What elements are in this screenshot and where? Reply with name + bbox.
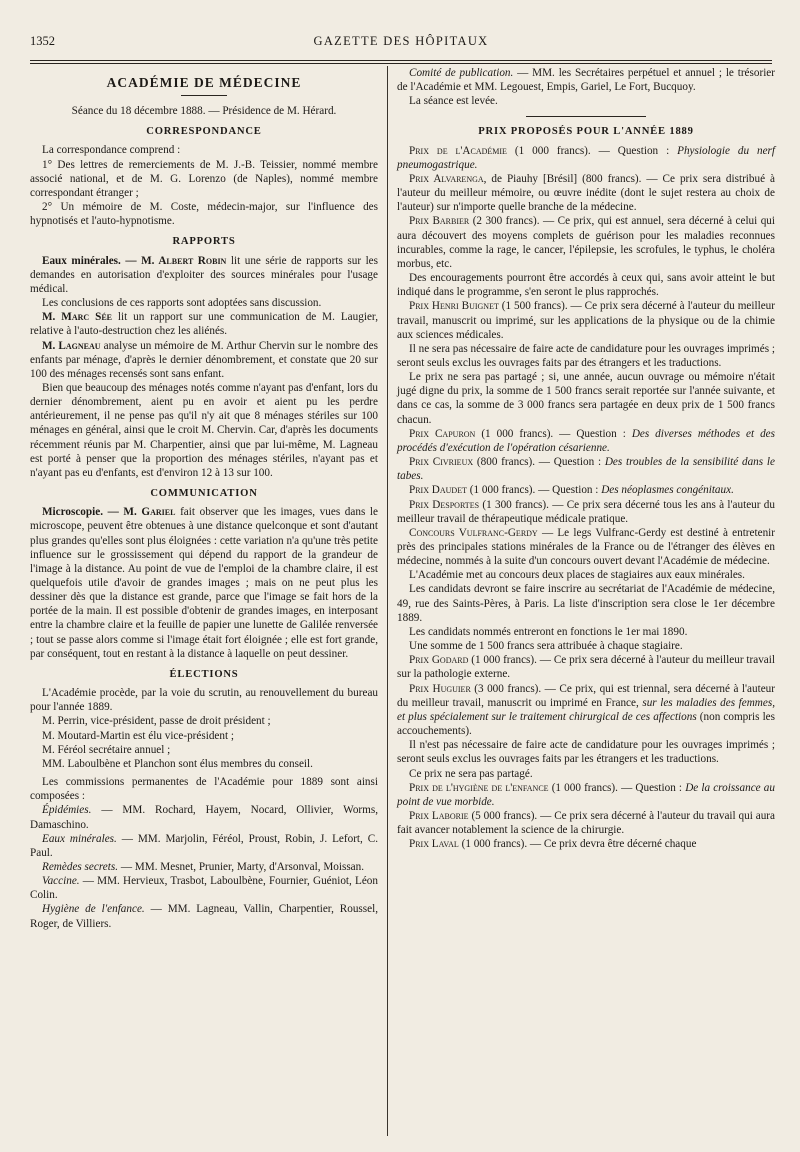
prix-huguier-partage: Ce prix ne sera pas partagé. bbox=[409, 767, 533, 780]
prize-text: (5 000 francs). — Ce prix sera décerné à l'auteur du travail qui aura fait avancer notablement la science de la chirurgie. bbox=[397, 809, 775, 837]
correspondance-heading: CORRESPONDANCE bbox=[146, 126, 262, 138]
commission-members: — MM. Mesnet, Prunier, Marty, d'Arsonval, Moissan. bbox=[118, 860, 365, 873]
vulfranc-somme: Une somme de 1 500 francs sera attribuée à chaque stagiaire. bbox=[409, 640, 683, 653]
prize-text: de Piauhy [Brésil] (800 francs). — Ce prix sera distribué à l'auteur du meilleur mémoire, ou œuvre inédite (dont le sujet restera au choix de l'auteur) sur n'importe quelle branche de la médecine. bbox=[397, 172, 775, 214]
prix-laborie bbox=[397, 809, 775, 837]
commission-label: Épidémies. bbox=[42, 804, 92, 817]
correspondance-item-1: 1° Des lettres de remerciements de M. J.-B. Teissier, nommé membre associé national, et de M. G. Lorenzo (de Naples), nommé membre correspondant étranger ; bbox=[30, 158, 378, 199]
prize-text-end: (non compris les accouchements). bbox=[397, 710, 775, 738]
prize-text: (1 300 francs). — Ce prix sera décerné tous les ans à l'auteur du meilleur travail de thérapeutique médicale pratique. bbox=[397, 498, 775, 525]
paragraph-text: analyse un mémoire de M. Arthur Chervin sur le nombre des enfants par ménage, d'après le dernier dénombrement, et constate que 20 sur 100 des ménages recensés sont sans enfant. bbox=[30, 339, 378, 380]
elections-heading: ÉLECTIONS bbox=[169, 668, 239, 680]
commission-label: Vaccine. bbox=[42, 875, 80, 888]
commission-remedes bbox=[30, 860, 378, 874]
prix-barbier bbox=[397, 214, 775, 271]
prize-label: Prix Barbier bbox=[409, 215, 470, 228]
prize-text: (1 000 francs). — Question : bbox=[548, 781, 686, 794]
prize-text: (1 000 francs). — Ce prix sera décerné à l'auteur du meilleur travail sur la pathologie externe. bbox=[397, 654, 775, 681]
commission-members: — MM. Hervieux, Trasbot, Laboulbène, Fournier, Guéniot, Léon Colin. bbox=[30, 875, 378, 902]
speaker-name: M. Lagneau bbox=[42, 339, 101, 352]
commission-label: Hygiène de l'enfance. bbox=[42, 903, 145, 916]
paragraph-text: lit une série de rapports sur les demandes en autorisation d'exploiter des sources minérales pour l'usage médical. bbox=[30, 254, 379, 295]
prize-label: Prix Alvarenga, bbox=[409, 172, 487, 185]
prize-label: Prix Godard bbox=[409, 654, 469, 667]
page-number: 1352 bbox=[30, 34, 55, 48]
prix-laval bbox=[397, 837, 775, 851]
prix-civrieux bbox=[397, 455, 775, 483]
header-rule-bottom bbox=[30, 63, 772, 64]
prix-huguier bbox=[397, 682, 775, 739]
prize-label: Prix Daudet bbox=[409, 484, 467, 497]
commissions-intro: Les commissions permanentes de l'Académie pour 1889 sont ainsi composées : bbox=[30, 776, 378, 803]
prize-question: Des troubles de la sensibilité dans le tabes. bbox=[397, 456, 775, 483]
prize-label: Prix Huguier bbox=[409, 682, 471, 695]
prize-text: (800 francs). — Question : bbox=[473, 456, 605, 469]
comite-label: Comité de publication. bbox=[409, 67, 514, 79]
prix-hygiene-enfance bbox=[397, 781, 775, 809]
prize-text: (1 500 francs). — Ce prix sera décerné à l'auteur du meilleur travail, manuscrit ou imprimé, sur les applications de la physique ou de la chimie aux sciences médicales. bbox=[397, 300, 775, 341]
prize-label: Prix Civrieux bbox=[409, 456, 474, 469]
header-rule-top bbox=[30, 60, 772, 61]
comite-members: — MM. les Secrétaires perpétuel et annuel ; le trésorier de l'Académie et MM. Legouest, Empis, Gariel, Le Fort, Bucquoy. bbox=[397, 67, 775, 94]
rapport-conclusions: Les conclusions de ces rapports sont adoptées sans discussion. bbox=[42, 297, 322, 310]
commission-vaccine bbox=[30, 874, 378, 902]
correspondance-item-2: 2° Un mémoire de M. Coste, médecin-major, sur l'influence des hypnotisés et l'auto-hypnotisme. bbox=[30, 201, 378, 228]
speaker-name: — M. Albert Robin bbox=[125, 254, 227, 267]
communication-microscopie bbox=[30, 505, 378, 661]
rapports-heading: RAPPORTS bbox=[172, 236, 236, 248]
seance-levee: La séance est levée. bbox=[409, 95, 498, 108]
prix-heading: PRIX PROPOSÉS POUR L'ANNÉE 1889 bbox=[478, 126, 694, 138]
comite-publication bbox=[397, 66, 775, 94]
prize-label: Concours Vulfranc-Gerdy bbox=[409, 526, 538, 539]
rapport-lagneau-continued: Bien que beaucoup des ménages notés comme n'ayant pas d'enfant, lors du dernier dénombrement, aient pu en avoir et aient pu les perdre antérieurement, il ne pense pas qu'il n'y ait que 8 ménages stériles sur 100 ménages en général, ainsi que le croit M. Chervin. Car, d'après les documents récemment réunis par M. Charpentier, ainsi que par lui-même, M. Lagneau est porté à penser que la proportion des ménages stériles, n'ayant pas et n'ayant pas eu d'enfants, est d'environ 12 à 13 sur 100. bbox=[30, 381, 378, 479]
rapport-marc-see bbox=[30, 310, 378, 338]
prize-text: (2 300 francs). — Ce prix, qui est annuel, sera décerné à celui qui aura découvert des moyens complets de guérison pour les maladies reconnues incurables, comme la rage, le cancer, l'épilepsie, les scrofules, le typhus, le choléra morbus, etc. bbox=[397, 215, 775, 270]
prix-godard bbox=[397, 653, 775, 681]
vulfranc-inscription: Les candidats devront se faire inscrire au secrétariat de l'Académie de médecine, 49, rue des Saints-Pères, à Paris. La liste d'inscription sera close le 1er décembre 1889. bbox=[397, 583, 775, 624]
prize-text: (1 000 francs). — Question : bbox=[506, 144, 678, 157]
prize-label: Prix Laval bbox=[409, 838, 459, 851]
commission-members: — MM. Lagneau, Vallin, Charpentier, Roussel, Roger, de Villiers. bbox=[30, 903, 378, 930]
prize-question: sur les maladies des femmes, et plus spécialement sur le traitement chirurgical de ces affections bbox=[397, 696, 776, 723]
page-header bbox=[30, 34, 772, 56]
prix-desportes bbox=[397, 498, 775, 526]
prize-text: (1 000 francs). — Question : bbox=[475, 427, 632, 440]
speaker-name: M. Marc Sée bbox=[42, 311, 112, 324]
commission-label: Eaux minérales. bbox=[42, 832, 117, 845]
prize-question: Des néoplasmes congénitaux. bbox=[601, 484, 734, 497]
correspondance-intro: La correspondance comprend : bbox=[42, 144, 181, 157]
prize-label: Prix Henri Buignet bbox=[409, 300, 499, 313]
vulfranc-stagiaires: L'Académie met au concours deux places de stagiaires aux eaux minérales. bbox=[409, 569, 745, 582]
prize-text: (1 000 francs). — Question : bbox=[466, 484, 602, 497]
rapport-lagneau bbox=[30, 339, 378, 381]
prize-question: De la croissance au point de vue morbide. bbox=[397, 781, 775, 808]
vulfranc-fonctions: Les candidats nommés entreront en fonctions le 1er mai 1890. bbox=[409, 625, 688, 638]
section-rule bbox=[526, 116, 646, 117]
prize-label: Prix de l'hygiène de l'enfance bbox=[409, 781, 549, 794]
commission-label: Remèdes secrets. bbox=[42, 860, 119, 873]
prize-text: (1 000 francs). — Ce prix devra être décerné chaque bbox=[458, 838, 697, 851]
prix-academie bbox=[397, 144, 775, 172]
right-column bbox=[397, 66, 775, 851]
prix-barbier-encouragements: Des encouragements pourront être accordés à ceux qui, sans avoir atteint le but indiqué dans le programme, s'en seront le plus rapprochés. bbox=[397, 272, 775, 299]
prix-buignet-partage: Le prix ne sera pas partagé ; si, une année, aucun ouvrage ou mémoire n'était jugé digne du prix, la somme de 1 500 francs serait reportée sur l'année suivante, et dans ce cas, la somme de 3 000 francs sera partagée en deux prix de 1 500 francs chacun. bbox=[397, 371, 775, 426]
prix-alvarenga bbox=[397, 172, 775, 214]
prize-text: — Le legs Vulfranc-Gerdy est destiné à entretenir près des principales stations minérales de la France ou de l'étranger des élèves en médecine, nommés à la suite d'un concours ouvert devant l'Académie de médecine. bbox=[397, 526, 775, 568]
prix-daudet bbox=[397, 483, 775, 497]
section-title: ACADÉMIE DE MÉDECINE bbox=[106, 75, 302, 90]
prize-label: Prix Capuron bbox=[409, 427, 476, 440]
concours-vulfranc-gerdy bbox=[397, 526, 775, 568]
topic-label: Eaux minérales. bbox=[42, 254, 121, 267]
prix-capuron bbox=[397, 427, 775, 455]
elections-conseil: MM. Laboulbène et Planchon sont élus membres du conseil. bbox=[42, 757, 313, 770]
prize-label: Prix de l'Académie bbox=[409, 144, 507, 157]
elections-fereol: M. Féréol secrétaire annuel ; bbox=[42, 743, 171, 756]
prix-buignet-candidature: Il ne sera pas nécessaire de faire acte de candidature pour les ouvrages imprimés ; seront seuls exclus les ouvrages faits par des étrangers et les traductions. bbox=[397, 342, 775, 369]
paragraph-text: lit un rapport sur une communication de M. Laugier, relative à l'auto-destruction chez les aliénés. bbox=[30, 311, 378, 338]
commission-members: — MM. Rochard, Hayem, Nocard, Ollivier, Worms, Damaschino. bbox=[30, 804, 378, 831]
elections-intro: L'Académie procède, par la voie du scrutin, au renouvellement du bureau pour l'année 1889. bbox=[30, 687, 378, 714]
prize-label: Prix Desportes bbox=[409, 498, 480, 511]
prize-question: Des diverses méthodes et des procédés d'exécution de l'opération césarienne. bbox=[397, 427, 776, 454]
topic-label: Microscopie. bbox=[42, 506, 103, 519]
commission-members: — MM. Marjolin, Féréol, Proust, Robin, J. Lefort, C. Paul. bbox=[30, 832, 379, 859]
running-title: GAZETTE DES HÔPITAUX bbox=[313, 34, 489, 48]
prix-buignet bbox=[397, 299, 775, 341]
commission-hygiene bbox=[30, 902, 378, 930]
prize-text: (3 000 francs). — Ce prix, qui est triennal, sera décerné à l'auteur du meilleur travail, manuscrit ou imprimé en France, bbox=[397, 682, 775, 709]
column-separator bbox=[387, 66, 388, 1136]
communication-heading: COMMUNICATION bbox=[150, 488, 258, 500]
prize-question: Physiologie du nerf pneumogastrique. bbox=[397, 144, 775, 171]
prize-label: Prix Laborie bbox=[409, 809, 469, 822]
seance-line: Séance du 18 décembre 1888. — Présidence de M. Hérard. bbox=[71, 105, 337, 118]
prix-huguier-candidature: Il n'est pas nécessaire de faire acte de candidature pour les ouvrages imprimés ; seront seuls exclus les ouvrages faits par les étrangers et les traductions. bbox=[397, 739, 775, 766]
rapport-eaux-minerales bbox=[30, 254, 378, 296]
left-column bbox=[30, 66, 378, 931]
speaker-name: — M. Gariel bbox=[107, 506, 176, 519]
title-rule bbox=[181, 95, 227, 96]
commission-eaux bbox=[30, 832, 378, 860]
elections-moutard: M. Moutard-Martin est élu vice-président ; bbox=[42, 729, 235, 742]
paragraph-text: fait observer que les images, vues dans le microscope, peuvent être obtenues à une distance quelconque et sont d'autant plus grandes qu'elles sont plus éloignées : cette variation n'a qu'une très petite influence sur le grossissement qui dépend du rapport de la grandeur de l'image à la distance. Au point de vue de l'emploi de la chambre claire, il est quelquefois utile d'avoir de grandes images ; mais on ne peut plus les dessiner dès que la distance est grande, parce que l'image se fait hors de la portée de la main. Il est possible d'obtenir de grandes images, en interposant entre la chambre claire et la feuille de papier une lunette de Galilée renversée ; tout se passe alors comme si l'image était fort éloignée ; elle est fort grande, par conséquent, tout en restant à la distance à laquelle on peut dessiner. bbox=[30, 506, 378, 660]
elections-perrin: M. Perrin, vice-président, passe de droit président ; bbox=[42, 715, 271, 728]
commission-epidemies bbox=[30, 803, 378, 831]
